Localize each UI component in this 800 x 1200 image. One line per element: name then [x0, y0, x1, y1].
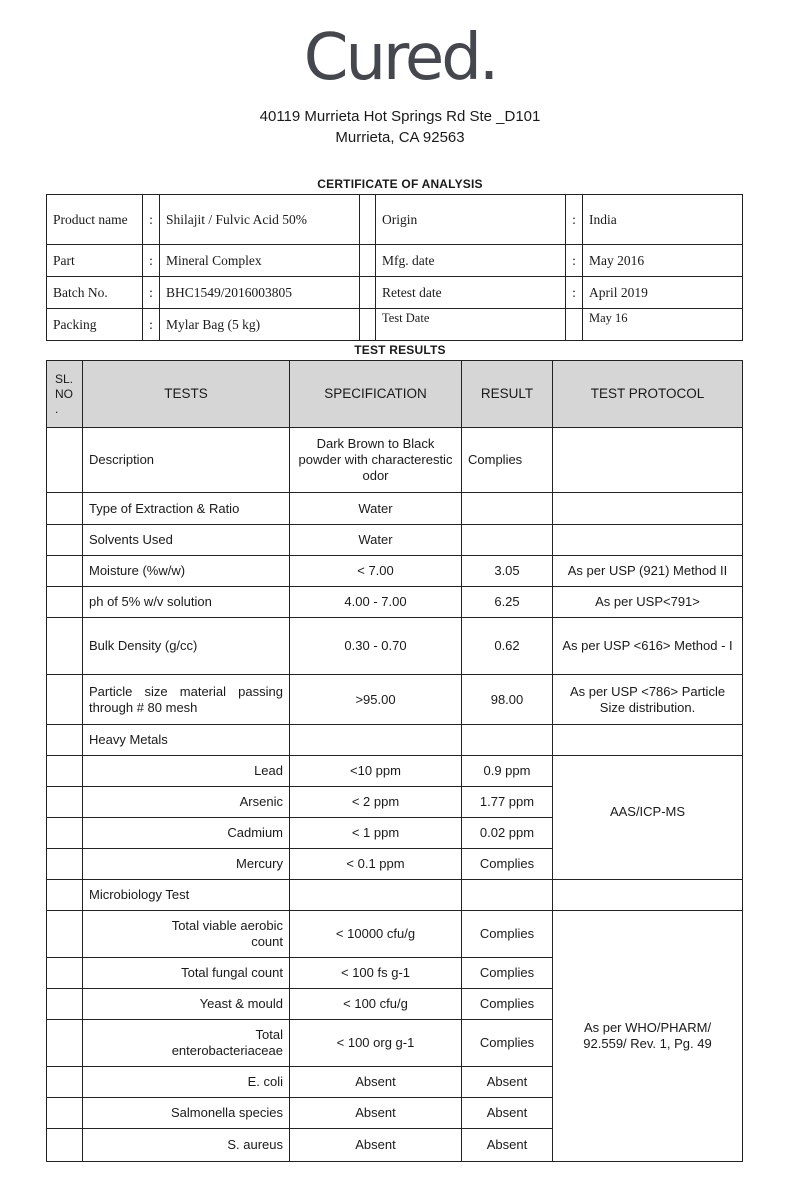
specification-value: 4.00 - 7.00: [290, 587, 462, 618]
sl-no-cell: [47, 1129, 83, 1162]
sl-no-cell: [47, 618, 83, 675]
info-value: May 16: [583, 309, 743, 341]
sl-no-cell: [47, 756, 83, 787]
table-row: [47, 911, 743, 958]
header-sl-no: SL. NO .: [47, 361, 83, 428]
test-name: S. aureus: [83, 1129, 290, 1162]
colon-separator: :: [566, 245, 583, 277]
sl-no-cell: [47, 849, 83, 880]
table-row: [47, 556, 743, 587]
sl-no-cell: [47, 989, 83, 1020]
protocol-value: As per USP (921) Method II: [553, 556, 743, 587]
test-name: Arsenic: [83, 787, 290, 818]
test-name: Microbiology Test: [83, 880, 290, 911]
address-line-2: Murrieta, CA 92563: [335, 129, 465, 146]
specification-value: < 0.1 ppm: [290, 849, 462, 880]
result-value: [462, 880, 553, 911]
sl-no-cell: [47, 911, 83, 958]
specification-value: Absent: [290, 1129, 462, 1162]
protocol-value: [553, 725, 743, 756]
table-row: [47, 880, 743, 911]
result-value: Complies: [462, 849, 553, 880]
sl-no-cell: [47, 556, 83, 587]
info-value: Mylar Bag (5 kg): [160, 309, 360, 341]
test-results-table: [46, 360, 743, 1162]
result-value: 0.62: [462, 618, 553, 675]
result-value: Complies: [462, 989, 553, 1020]
header-test-protocol: TEST PROTOCOL: [553, 361, 743, 428]
info-label: Test Date: [376, 309, 566, 341]
sl-no-cell: [47, 787, 83, 818]
sl-no-cell: [47, 493, 83, 525]
table-row: [47, 525, 743, 556]
sl-no-cell: [47, 958, 83, 989]
info-value: May 2016: [583, 245, 743, 277]
result-value: 1.77 ppm: [462, 787, 553, 818]
protocol-value: As per USP<791>: [553, 587, 743, 618]
result-value: Absent: [462, 1067, 553, 1098]
brand-logo: Cured.: [303, 21, 497, 95]
specification-value: 0.30 - 0.70: [290, 618, 462, 675]
info-spacer: [360, 195, 376, 245]
sl-no-cell: [47, 818, 83, 849]
info-row: [47, 277, 743, 309]
table-row: [47, 756, 743, 787]
test-name: Description: [83, 428, 290, 493]
test-name: Type of Extraction & Ratio: [83, 493, 290, 525]
result-value: [462, 725, 553, 756]
result-value: Absent: [462, 1098, 553, 1129]
result-value: [462, 493, 553, 525]
protocol-value: As per WHO/PHARM/ 92.559/ Rev. 1, Pg. 49: [553, 911, 743, 1162]
info-spacer: [360, 277, 376, 309]
test-name: ph of 5% w/v solution: [83, 587, 290, 618]
test-name: Particle size material passing through # 80 mesh: [83, 675, 290, 725]
info-label: Origin: [376, 195, 566, 245]
header-specification: SPECIFICATION: [290, 361, 462, 428]
result-value: 98.00: [462, 675, 553, 725]
table-row: [47, 493, 743, 525]
test-name: Total enterobacteriaceae: [83, 1020, 290, 1067]
specification-value: < 7.00: [290, 556, 462, 587]
result-value: Complies: [462, 958, 553, 989]
specification-value: >95.00: [290, 675, 462, 725]
result-value: 0.02 ppm: [462, 818, 553, 849]
specification-value: <10 ppm: [290, 756, 462, 787]
info-row: [47, 195, 743, 245]
test-name: Mercury: [83, 849, 290, 880]
test-name: Bulk Density (g/cc): [83, 618, 290, 675]
specification-value: < 1 ppm: [290, 818, 462, 849]
table-row: [47, 725, 743, 756]
sl-no-cell: [47, 1067, 83, 1098]
table-header-row: [47, 361, 743, 428]
specification-value: < 2 ppm: [290, 787, 462, 818]
result-value: Absent: [462, 1129, 553, 1162]
sl-no-cell: [47, 525, 83, 556]
table-row: [47, 428, 743, 493]
info-label: Product name: [47, 195, 143, 245]
test-name: Cadmium: [83, 818, 290, 849]
info-value: India: [583, 195, 743, 245]
info-value: Mineral Complex: [160, 245, 360, 277]
colon-separator: :: [566, 277, 583, 309]
test-name: Heavy Metals: [83, 725, 290, 756]
sl-no-cell: [47, 1098, 83, 1129]
specification-value: Water: [290, 493, 462, 525]
test-name: E. coli: [83, 1067, 290, 1098]
specification-value: < 100 fs g-1: [290, 958, 462, 989]
sl-no-cell: [47, 725, 83, 756]
specification-value: < 100 cfu/g: [290, 989, 462, 1020]
sl-no-cell: [47, 1020, 83, 1067]
test-name: Lead: [83, 756, 290, 787]
info-spacer: [360, 245, 376, 277]
info-row: [47, 245, 743, 277]
colon-separator: :: [143, 309, 160, 341]
test-name: Total fungal count: [83, 958, 290, 989]
test-name: Total viable aerobic count: [83, 911, 290, 958]
result-value: Complies: [462, 1020, 553, 1067]
specification-value: < 10000 cfu/g: [290, 911, 462, 958]
table-row: [47, 618, 743, 675]
specification-value: Dark Brown to Black powder with characterestic odor: [290, 428, 462, 493]
sl-no-cell: [47, 880, 83, 911]
info-value: Shilajit / Fulvic Acid 50%: [160, 195, 360, 245]
certificate-info-table: [46, 194, 743, 341]
table-row: [47, 587, 743, 618]
header-tests: TESTS: [83, 361, 290, 428]
protocol-value: [553, 880, 743, 911]
header-result: RESULT: [462, 361, 553, 428]
result-value: Complies: [462, 911, 553, 958]
table-row: [47, 675, 743, 725]
result-value: 6.25: [462, 587, 553, 618]
colon-separator: :: [143, 277, 160, 309]
colon-separator: :: [143, 245, 160, 277]
sl-no-cell: [47, 675, 83, 725]
info-label: Part: [47, 245, 143, 277]
info-label: Packing: [47, 309, 143, 341]
specification-value: Absent: [290, 1067, 462, 1098]
colon-separator: :: [566, 195, 583, 245]
specification-value: < 100 org g-1: [290, 1020, 462, 1067]
sl-no-cell: [47, 587, 83, 618]
protocol-value: [553, 428, 743, 493]
specification-value: [290, 725, 462, 756]
info-value: April 2019: [583, 277, 743, 309]
colon-separator: :: [143, 195, 160, 245]
info-label: Batch No.: [47, 277, 143, 309]
protocol-value: As per USP <786> Particle Size distribution.: [553, 675, 743, 725]
test-name: Yeast & mould: [83, 989, 290, 1020]
result-value: Complies: [462, 428, 553, 493]
result-value: 0.9 ppm: [462, 756, 553, 787]
certificate-title: CERTIFICATE OF ANALYSIS: [317, 177, 483, 191]
info-row: [47, 309, 743, 341]
specification-value: Absent: [290, 1098, 462, 1129]
info-spacer: [360, 309, 376, 341]
info-value: BHC1549/2016003805: [160, 277, 360, 309]
protocol-value: AAS/ICP-MS: [553, 756, 743, 880]
test-name: Moisture (%w/w): [83, 556, 290, 587]
protocol-value: As per USP <616> Method - I: [553, 618, 743, 675]
info-label: Mfg. date: [376, 245, 566, 277]
test-name: Solvents Used: [83, 525, 290, 556]
colon-separator: [566, 309, 583, 341]
specification-value: Water: [290, 525, 462, 556]
specification-value: [290, 880, 462, 911]
result-value: 3.05: [462, 556, 553, 587]
address-line-1: 40119 Murrieta Hot Springs Rd Ste _D101: [259, 108, 541, 125]
test-name: Salmonella species: [83, 1098, 290, 1129]
company-address: [0, 106, 800, 148]
protocol-value: [553, 525, 743, 556]
info-label: Retest date: [376, 277, 566, 309]
test-results-title: TEST RESULTS: [354, 343, 446, 357]
protocol-value: [553, 493, 743, 525]
result-value: [462, 525, 553, 556]
sl-no-cell: [47, 428, 83, 493]
